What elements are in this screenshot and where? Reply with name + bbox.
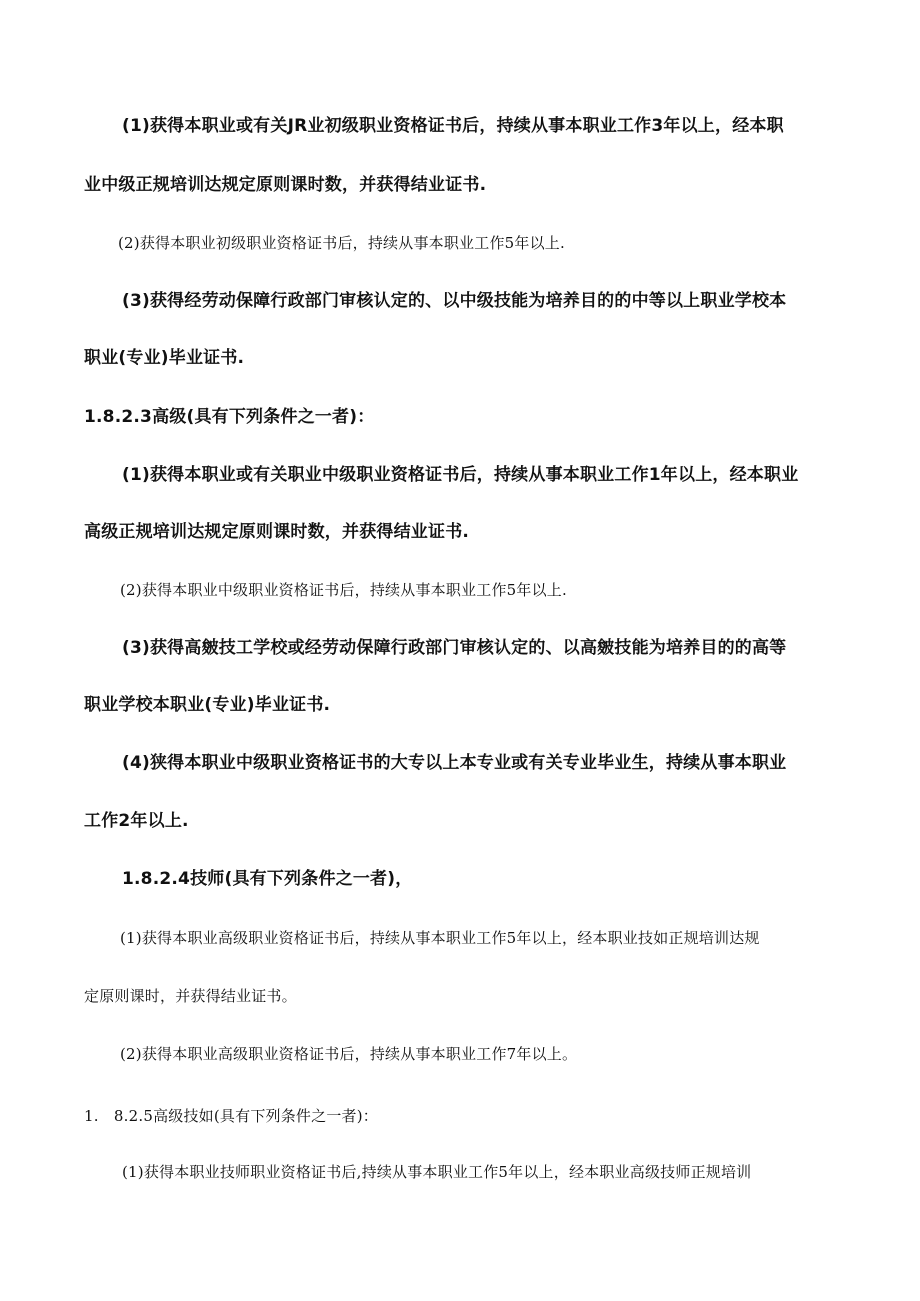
text-line-12: (4)狭得本职业中级职业资格证书的大专以上本专业或有关专业毕业生，持续从事本职业	[122, 753, 787, 773]
section-heading-1-8-2-3: 1.8.2.3高级(具有下列条件之一者)：	[84, 407, 375, 427]
text-line-13: 工作2年以上.	[84, 811, 189, 831]
text-line-15: (1)获得本职业高级职业资格证书后，持续从事本职业工作5年以上，经本职业技如正规培训达规	[120, 929, 760, 947]
text-line-5: 职业(专业)毕业证书.	[84, 348, 245, 368]
text-line-1: (1)获得本职业或有关JR业初级职业资格证书后，持续从事本职业工作3年以上，经本职	[122, 116, 784, 136]
text-line-10: (3)获得高皴技工学校或经劳动保障行政部门审核认定的、以高皴技能为培养目的的高等	[122, 638, 787, 658]
text-line-17: (2)获得本职业高级职业资格证书后，持续从事本职业工作7年以上。	[120, 1045, 578, 1063]
section-heading-1-8-2-4: 1.8.2.4技师(具有下列条件之一者)，	[122, 869, 413, 889]
text-line-16: 定原则课时，并获得结业证书。	[84, 987, 297, 1005]
text-line-3: (2)获得本职业初级职业资格证书后，持续从事本职业工作5年以上.	[118, 234, 565, 252]
section-heading-1-8-2-5: 1. 8.2.5高级技如(具有下列条件之一者)：	[84, 1107, 378, 1125]
text-line-8: 高级正规培训达规定原则课时数，并获得结业证书.	[84, 522, 470, 542]
text-line-2: 业中级正规培训达规定原则课时数，并获得结业证书.	[84, 175, 487, 195]
text-line-7: (1)获得本职业或有关职业中级职业资格证书后，持续从事本职业工作1年以上，经本职业	[122, 465, 799, 485]
text-line-4: (3)获得经劳动保障行政部门审核认定的、以中级技能为培养目的的中等以上职业学校本	[122, 291, 787, 311]
text-line-11: 职业学校本职业(专业)毕业证书.	[84, 695, 331, 715]
text-line-9: (2)获得本职业中级职业资格证书后，持续从事本职业工作5年以上.	[120, 581, 567, 599]
text-line-19: (1)获得本职业技师职业资格证书后,持续从事本职业工作5年以上，经本职业高级技师正规培训	[122, 1163, 752, 1181]
